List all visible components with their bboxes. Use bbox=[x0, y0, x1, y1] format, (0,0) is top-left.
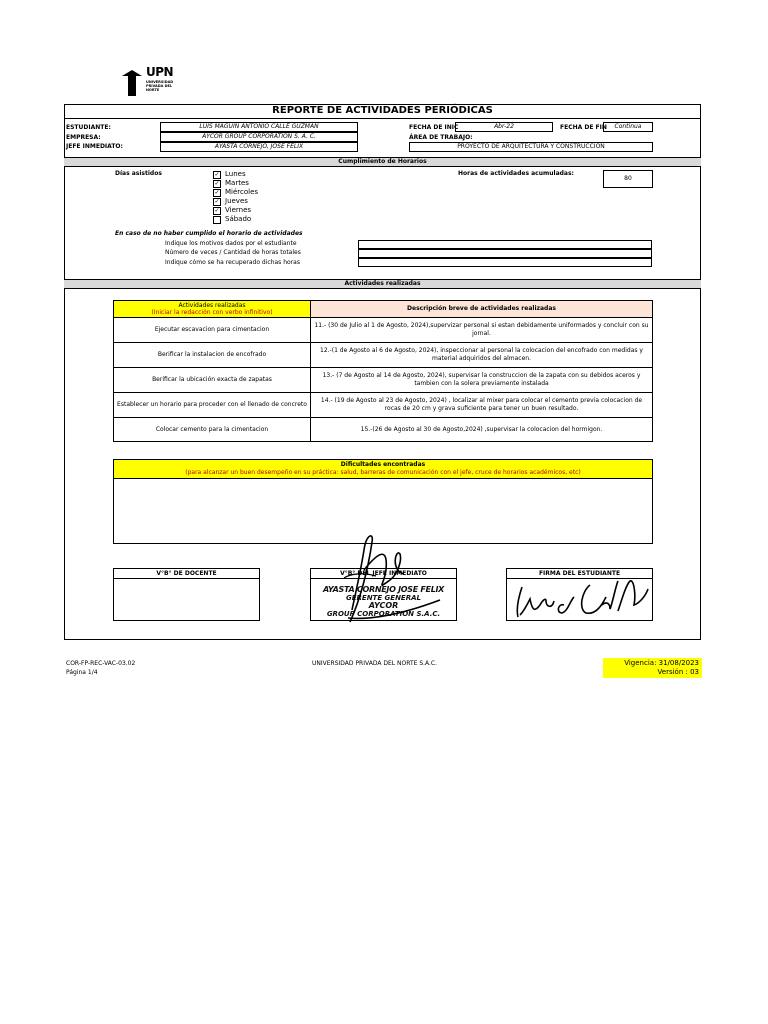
dificultades-title: Dificultades encontradas bbox=[340, 461, 426, 468]
version-number: Versión : 03 bbox=[657, 668, 699, 676]
miercoles-label: Miércoles bbox=[225, 188, 259, 196]
jefe-handwritten-signature-icon bbox=[290, 530, 460, 630]
horas-field[interactable]: 80 bbox=[603, 170, 653, 188]
table-row bbox=[114, 393, 653, 418]
actividad-cell[interactable]: Colocar cemento para la cimentacion bbox=[114, 418, 311, 442]
viernes-checkbox[interactable]: ✓ bbox=[214, 207, 220, 214]
actividad-cell[interactable]: Establecer un horario para proceder con el llenado de concreto bbox=[114, 393, 311, 418]
motivos-field[interactable] bbox=[358, 240, 652, 249]
descripcion-cell[interactable]: 13.- (7 de Agosto al 14 de Agosto, 2024), supervisar la construccion de la zapata con su debidos aceros y tambien con la solera previamente instalada bbox=[311, 368, 653, 393]
jefe-label: JEFE INMEDIATO: bbox=[66, 143, 123, 150]
motivos-label: Indique los motivos dados por el estudiante bbox=[165, 240, 297, 247]
university-name: UNIVERSIDAD PRIVADA DEL NORTE S.A.C. bbox=[312, 660, 438, 667]
jueves-label: Jueves bbox=[225, 197, 248, 205]
docente-signature-header: V°B° DE DOCENTE bbox=[113, 568, 260, 578]
descripcion-cell[interactable]: 11.- (30 de Julio al 1 de Agosto, 2024),supervizar personal si estan debidamente uniformados y concluir con su jornal. bbox=[311, 318, 653, 343]
stamp-role: GERENTE GENERAL bbox=[346, 594, 421, 602]
descripcion-cell[interactable]: 15.-(26 de Agosto al 30 de Agosto,2024) ,supervisar la colocacion del hormigon. bbox=[311, 418, 653, 442]
jefe-field[interactable]: AYASTA CORNEJO, JOSE FELIX bbox=[160, 142, 358, 152]
descripcion-cell[interactable]: 14.- (19 de Agosto al 23 de Agosto, 2024) , localizar al mixer para colocar el cemento previa colocacion de rocas de 20 cm y grava suficiente para tener un buen resultado. bbox=[311, 393, 653, 418]
vigencia-date: Vigencia: 31/08/2023 bbox=[624, 659, 699, 667]
descripcion-col-header: Descripción breve de actividades realizadas bbox=[311, 301, 653, 318]
fecha-inicio-field[interactable]: Abr-22 bbox=[455, 122, 553, 132]
incumplimiento-title: En caso de no haber cumplido el horario de actividades bbox=[115, 230, 303, 237]
fecha-inicio-label: FECHA DE INIC bbox=[409, 124, 459, 131]
miercoles-checkbox[interactable]: ✓ bbox=[214, 189, 220, 196]
recuperado-field[interactable] bbox=[358, 258, 652, 267]
horas-label: Horas de actividades acumuladas: bbox=[458, 170, 574, 177]
logo-subtitle: UNIVERSIDAD PRIVADA DEL NORTE bbox=[146, 80, 174, 92]
area-label: ÁREA DE TRABAJO: bbox=[409, 134, 473, 141]
estudiante-field[interactable]: LUIS MAGUIN ANTONIO CALLE GUZMAN bbox=[160, 122, 358, 132]
logo-name: UPN bbox=[146, 65, 174, 79]
sabado-label: Sábado bbox=[225, 215, 252, 223]
document-code: COR-FP-REC-VAC-03.02 bbox=[66, 660, 136, 667]
actividad-cell[interactable]: Berificar la ubicación exacta de zapatas bbox=[114, 368, 311, 393]
lunes-checkbox[interactable]: ✓ bbox=[214, 171, 220, 178]
actividad-cell[interactable]: Berificar la instalacion de encofrado bbox=[114, 343, 311, 368]
actividades-table bbox=[113, 300, 653, 442]
estudiante-handwritten-signature-icon bbox=[506, 575, 656, 625]
jefe-signature-header: V°B° DEL JEFE INMEDIATO bbox=[310, 568, 457, 578]
recuperado-label: Indique cómo se ha recuperado dichas horas bbox=[165, 259, 300, 266]
dias-asistidos-label: Días asistidos bbox=[115, 170, 162, 177]
fecha-fin-field[interactable]: Continua bbox=[603, 122, 653, 132]
lunes-label: Lunes bbox=[225, 170, 246, 178]
estudiante-signature-header: FIRMA DEL ESTUDIANTE bbox=[506, 568, 653, 578]
dificultades-subtitle: (para alcanzar un buen desempeño en su práctica: salud, barreras de comunicación con el jefe, cruce de horarios académicos, etc) bbox=[185, 469, 581, 476]
viernes-label: Viernes bbox=[225, 206, 252, 214]
veces-label: Número de veces / Cantidad de horas totales bbox=[165, 249, 301, 256]
jueves-checkbox[interactable]: ✓ bbox=[214, 198, 220, 205]
dificultades-header bbox=[113, 459, 653, 479]
estudiante-label: ESTUDIANTE: bbox=[66, 124, 111, 131]
cumplimiento-section-title: Cumplimiento de Horarios bbox=[64, 157, 701, 167]
docente-signature-box[interactable] bbox=[113, 578, 260, 621]
table-row bbox=[114, 418, 653, 442]
vigencia-box bbox=[603, 658, 702, 678]
martes-checkbox[interactable]: ✓ bbox=[214, 180, 220, 187]
sabado-checkbox[interactable] bbox=[213, 216, 221, 224]
empresa-field[interactable]: AYCOR GROUP CORPORATION S. A. C. bbox=[160, 132, 358, 142]
area-field[interactable]: PROYECTO DE ARQUITECTURA Y CONSTRUCCIÓN bbox=[409, 142, 653, 152]
stamp-company: AYCOR bbox=[368, 601, 399, 610]
stamp-company-2: GROUP CORPORATION S.A.C. bbox=[326, 610, 441, 618]
actividades-col-header bbox=[114, 301, 311, 318]
table-row bbox=[114, 318, 653, 343]
veces-field[interactable] bbox=[358, 249, 652, 258]
fecha-fin-label: FECHA DE FIN bbox=[560, 124, 607, 131]
table-row bbox=[114, 343, 653, 368]
descripcion-cell[interactable]: 12.-(1 de Agosto al 6 de Agosto, 2024), inspeccionar al personal la colocacion del encofrado con medidas y material adquiridos del almacen. bbox=[311, 343, 653, 368]
actividades-col-title: Actividades realizadas bbox=[178, 302, 246, 309]
empresa-label: EMPRESA: bbox=[66, 134, 101, 141]
stamp-name: AYASTA CORNEJO JOSE FELIX bbox=[322, 585, 445, 594]
table-row bbox=[114, 368, 653, 393]
actividad-cell[interactable]: Ejecutar escavacion para cimentacion bbox=[114, 318, 311, 343]
page-number: Página 1/4 bbox=[66, 669, 98, 676]
martes-label: Martes bbox=[225, 179, 249, 187]
actividades-col-subtitle: (Iniciar la redacción con verbo infinitivo) bbox=[151, 309, 273, 316]
report-title: REPORTE DE ACTIVIDADES PERIÓDICAS bbox=[64, 104, 701, 119]
actividades-section-title: Actividades realizadas bbox=[64, 279, 701, 289]
